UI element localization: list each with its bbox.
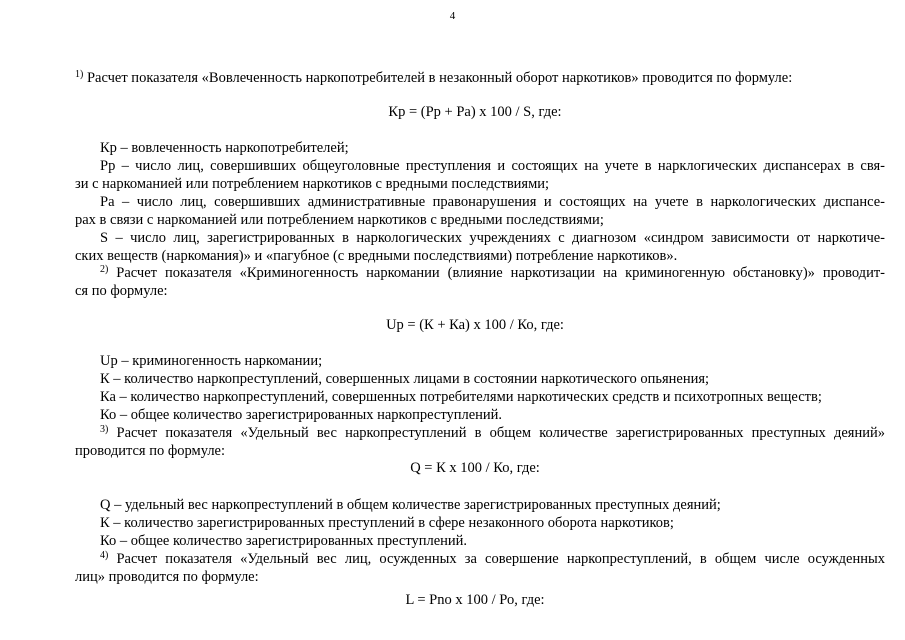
definition-line: Ка – количество наркопреступлений, совершенных потребителями наркотических средств и психотропных веществ;	[100, 389, 822, 405]
definition-line: Ко – общее количество зарегистрированных наркопреступлений.	[100, 407, 503, 423]
definition-line: ских веществ (наркомания)» и «пагубное (с вредными последствиями) потребление наркотиков».	[75, 248, 678, 264]
paragraph-line: $^{2)}$ Расчет показателя «Криминогенность наркомании (влияние наркотизации на криминогенную обстановку)» проводит-	[100, 264, 885, 281]
definition-line: S – число лиц, зарегистрированных в наркологических учреждениях с диагнозом «синдром зависимости от наркотиче-	[100, 230, 885, 246]
definition-line: Uр – криминогенность наркомании;	[100, 353, 323, 369]
paragraph-line: лиц» проводится по формуле:	[75, 569, 259, 585]
page-number: 4	[449, 10, 456, 22]
footnote-marker: 2)	[100, 264, 109, 275]
definition-line: зи с наркоманией или потреблением наркотиков с вредными последствиями;	[75, 176, 550, 192]
formula: L = Рno х 100 / Ро, где:	[405, 592, 545, 608]
definition-line: рах в связи с наркоманией или потреблением наркотиков с вредными последствиями;	[75, 212, 604, 228]
definition-line: Ко – общее количество зарегистрированных преступлений.	[100, 533, 468, 549]
formula: Uр = (К + Ка) х 100 / Ко, где:	[386, 317, 564, 333]
footnote-marker: 4)	[100, 550, 109, 561]
footnote-marker: 3)	[100, 424, 109, 435]
paragraph-line: ся по формуле:	[75, 283, 168, 299]
definition-line: Ра – число лиц, совершивших административные правонарушения и состоящих на учете в наркологических диспансе-	[100, 194, 885, 210]
paragraph-line: проводится по формуле:	[75, 443, 226, 459]
footnote-marker: 1)	[75, 69, 84, 80]
definition-line: Кр – вовлеченность наркопотребителей;	[100, 140, 349, 156]
paragraph-line: $^{3)}$ Расчет показателя «Удельный вес наркопреступлений в общем количестве зарегистрированных преступных деяний»	[100, 424, 885, 441]
paragraph-line: $^{1)}$ Расчет показателя «Вовлеченность наркопотребителей в незаконный оборот наркотиков» проводится по формуле:	[75, 69, 793, 86]
paragraph-line: $^{4)}$ Расчет показателя «Удельный вес лиц, осужденных за совершение наркопреступлений, в общем числе осужденных	[100, 550, 885, 567]
formula: Кр = (Рр + Ра) х 100 / S, где:	[388, 104, 562, 120]
definition-line: Q – удельный вес наркопреступлений в общем количестве зарегистрированных преступных деяний;	[100, 497, 721, 513]
formula: Q = К х 100 / Ко, где:	[410, 460, 540, 476]
definition-line: Рр – число лиц, совершивших общеуголовные преступления и состоящих на учете в нарклогических диспансерах в свя-	[100, 158, 885, 174]
definition-line: К – количество зарегистрированных преступлений в сфере незаконного оборота наркотиков;	[100, 515, 674, 531]
definition-line: К – количество наркопреступлений, совершенных лицами в состоянии наркотического опьянения;	[100, 371, 710, 387]
